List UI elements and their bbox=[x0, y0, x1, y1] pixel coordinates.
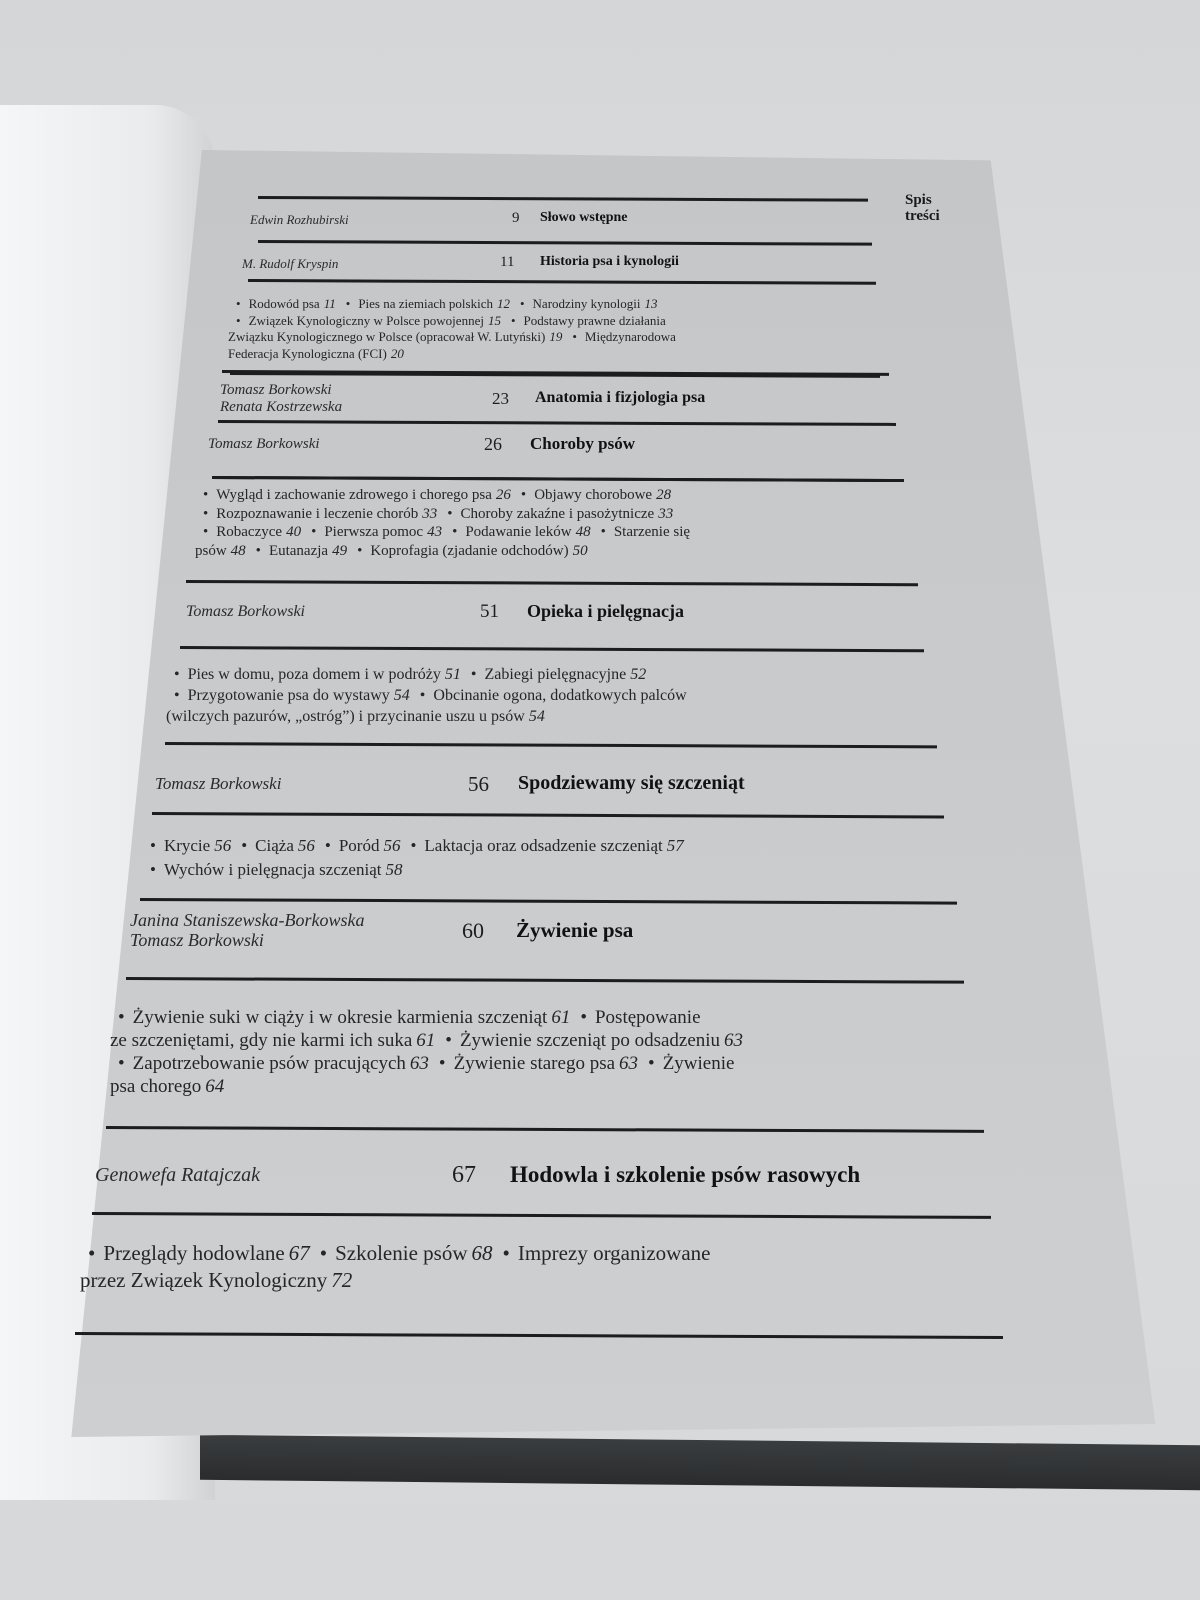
subtopic-text: Szkolenie psów bbox=[335, 1241, 468, 1265]
divider-rule bbox=[75, 1332, 1003, 1339]
subtopic-text: Objawy chorobowe bbox=[534, 487, 653, 503]
bullet-icon: • bbox=[600, 524, 606, 540]
bullet-icon: • bbox=[580, 1007, 587, 1028]
subtopic-line bbox=[110, 1075, 753, 1098]
subtopic-item bbox=[88, 1241, 310, 1265]
subtopic-page: 63 bbox=[724, 1030, 744, 1051]
subtopic-text: Choroby zakaźne i pasożytnicze bbox=[460, 505, 655, 522]
toc-page-number: 9 bbox=[512, 210, 520, 226]
toc-chapter-title[interactable]: Historia psa i kynologii bbox=[540, 254, 679, 269]
subtopic-page: 54 bbox=[393, 687, 410, 704]
subtopic-line bbox=[195, 542, 700, 561]
subtopic-item bbox=[118, 1007, 570, 1028]
bullet-icon: • bbox=[470, 666, 477, 683]
author-name: Janina Staniszewska-Borkowska bbox=[130, 910, 365, 930]
subtopic-text: Wygląd i zachowanie zdrowego i chorego psa bbox=[216, 487, 492, 503]
subtopic-item bbox=[311, 524, 442, 540]
toc-chapter-title[interactable]: Opieka i pielęgnacja bbox=[527, 601, 684, 621]
subtopic-page: 68 bbox=[471, 1241, 493, 1265]
subtopic-page: 20 bbox=[390, 345, 404, 361]
subtopic-page: 67 bbox=[288, 1241, 310, 1265]
divider-rule bbox=[180, 646, 924, 652]
toc-subtopics bbox=[228, 296, 686, 362]
subtopic-page: 28 bbox=[656, 487, 672, 503]
subtopic-item bbox=[445, 1030, 743, 1051]
subtopic-item bbox=[203, 487, 511, 503]
bullet-icon: • bbox=[174, 687, 180, 704]
subtopic-page: 11 bbox=[323, 296, 336, 311]
subtopic-item bbox=[241, 836, 315, 855]
subtopic-page: 48 bbox=[230, 542, 246, 559]
subtopic-item bbox=[150, 860, 402, 879]
bullet-icon: • bbox=[174, 666, 180, 683]
subtopic-text: Narodziny kynologii bbox=[532, 296, 641, 311]
toc-subtopics bbox=[142, 834, 694, 882]
subtopic-item bbox=[580, 1007, 700, 1028]
subtopic-text: Żywienie suki w ciąży i w okresie karmienia szczeniąt bbox=[132, 1007, 548, 1028]
subtopic-text: (wilczych pazurów, „ostróg”) i przycinanie uszu u psów bbox=[166, 708, 525, 725]
subtopic-text: Rozpoznawanie i leczenie chorób bbox=[216, 505, 419, 522]
subtopic-page: 56 bbox=[297, 836, 315, 855]
toc-author bbox=[242, 256, 338, 271]
toc-chapter-title[interactable]: Żywienie psa bbox=[516, 918, 634, 942]
toc-chapter-title[interactable]: Choroby psów bbox=[530, 434, 636, 453]
toc-page-number: 60 bbox=[462, 918, 484, 943]
bullet-icon: • bbox=[410, 836, 417, 855]
subtopic-line bbox=[110, 1006, 753, 1029]
bullet-icon: • bbox=[118, 1007, 125, 1028]
subtopic-text: Pies na ziemiach polskich bbox=[358, 296, 493, 311]
subtopic-text: Laktacja oraz odsadzenie szczeniąt bbox=[424, 836, 663, 855]
subtopic-item bbox=[410, 836, 683, 855]
toc-subtopics bbox=[195, 486, 700, 560]
subtopic-line bbox=[166, 706, 697, 727]
subtopic-item bbox=[648, 1053, 734, 1074]
subtopic-text: Imprezy organizowane bbox=[517, 1241, 711, 1265]
subtopic-item bbox=[439, 1053, 638, 1074]
divider-rule bbox=[248, 279, 876, 285]
subtopic-text: Krycie bbox=[163, 836, 211, 855]
subtopic-page: 26 bbox=[495, 487, 511, 503]
divider-rule bbox=[258, 240, 872, 246]
toc-page-number: 51 bbox=[480, 601, 499, 622]
subtopic-item bbox=[572, 329, 676, 344]
subtopic-text: Podstawy prawne działania bbox=[523, 312, 666, 328]
toc-chapter-title[interactable]: Spodziewamy się szczeniąt bbox=[518, 772, 745, 794]
subtopic-item bbox=[110, 1076, 224, 1097]
subtopic-item bbox=[325, 836, 401, 855]
author-name: Renata Kostrzewska bbox=[220, 399, 343, 415]
divider-rule bbox=[126, 977, 964, 984]
author-name: Tomasz Borkowski bbox=[155, 774, 282, 793]
toc-subtopics bbox=[80, 1240, 720, 1294]
subtopic-item bbox=[503, 1241, 711, 1265]
subtopic-item bbox=[521, 487, 671, 503]
subtopic-text: przez Związek Kynologiczny bbox=[80, 1268, 328, 1292]
subtopic-line bbox=[228, 346, 686, 363]
toc-page-number: 26 bbox=[484, 434, 502, 454]
subtopic-line bbox=[195, 523, 700, 542]
subtopic-item bbox=[601, 524, 690, 540]
divider-rule bbox=[218, 420, 896, 426]
subtopic-item bbox=[228, 329, 562, 344]
bullet-icon: • bbox=[357, 542, 363, 559]
subtopic-text: Związek Kynologiczny w Polsce powojennej bbox=[248, 312, 484, 328]
subtopic-page: 56 bbox=[214, 836, 232, 855]
subtopic-text: Zabiegi pielęgnacyjne bbox=[484, 666, 627, 683]
bullet-icon: • bbox=[510, 312, 516, 328]
bullet-icon: • bbox=[345, 296, 351, 311]
toc-author bbox=[186, 603, 305, 621]
bullet-icon: • bbox=[236, 296, 241, 311]
subtopic-page: 58 bbox=[385, 860, 403, 879]
toc-author bbox=[220, 382, 342, 416]
subtopic-item bbox=[150, 836, 231, 855]
divider-rule bbox=[186, 580, 918, 586]
subtopic-item bbox=[228, 346, 404, 361]
author-name: Tomasz Borkowski bbox=[130, 930, 264, 950]
subtopic-item bbox=[320, 1241, 493, 1265]
bullet-icon: • bbox=[311, 524, 317, 540]
divider-rule bbox=[165, 742, 937, 748]
toc-page-number: 11 bbox=[500, 254, 515, 270]
subtopic-line bbox=[110, 1052, 753, 1075]
subtopic-item bbox=[174, 666, 461, 683]
subtopic-page: 52 bbox=[630, 666, 647, 683]
subtopic-page: 12 bbox=[496, 296, 510, 311]
subtopic-text: Rodowód psa bbox=[248, 296, 320, 311]
subtopic-text: Żywienie starego psa bbox=[453, 1053, 616, 1074]
subtopic-text: Przygotowanie psa do wystawy bbox=[187, 687, 390, 704]
subtopic-item bbox=[203, 524, 301, 540]
subtopic-page: 63 bbox=[619, 1053, 639, 1074]
subtopic-item bbox=[110, 1030, 435, 1051]
toc-author bbox=[250, 212, 349, 227]
subtopic-line bbox=[228, 329, 686, 346]
subtopic-item bbox=[346, 296, 510, 311]
subtopic-page: 50 bbox=[572, 542, 588, 559]
subtopic-item bbox=[236, 313, 501, 328]
subtopic-page: 61 bbox=[551, 1007, 571, 1028]
subtopic-text: Związku Kynologicznego w Polsce (opracował W. Lutyński) bbox=[228, 329, 546, 344]
bullet-icon: • bbox=[118, 1053, 125, 1074]
subtopic-item bbox=[357, 543, 588, 559]
subtopic-page: 56 bbox=[383, 836, 401, 855]
subtopic-text: Pies w domu, poza domem i w podróży bbox=[187, 666, 441, 683]
subtopic-text: ze szczeniętami, gdy nie karmi ich suka bbox=[110, 1030, 413, 1051]
subtopic-item bbox=[174, 687, 410, 704]
subtopic-text: Eutanazja bbox=[268, 542, 329, 559]
subtopic-page: 54 bbox=[528, 708, 545, 725]
bullet-icon: • bbox=[438, 1053, 446, 1074]
subtopic-text: Federacja Kynologiczna (FCI) bbox=[228, 345, 387, 361]
subtopic-line bbox=[142, 858, 694, 882]
author-name: Tomasz Borkowski bbox=[186, 603, 305, 620]
bullet-icon: • bbox=[452, 524, 458, 540]
subtopic-item bbox=[452, 524, 591, 540]
bullet-icon: • bbox=[502, 1241, 510, 1265]
subtopic-item bbox=[447, 506, 673, 522]
subtopic-page: 48 bbox=[575, 524, 591, 540]
bullet-icon: • bbox=[203, 524, 209, 540]
subtopic-page: 15 bbox=[487, 312, 501, 328]
subtopic-line bbox=[166, 664, 697, 685]
subtopic-item bbox=[118, 1053, 429, 1074]
subtopic-text: Robaczyce bbox=[216, 524, 283, 540]
subtopic-text: Pierwsza pomoc bbox=[324, 524, 424, 540]
subtopic-item bbox=[511, 313, 666, 328]
subtopic-item bbox=[236, 296, 336, 311]
bullet-icon: • bbox=[319, 1241, 328, 1265]
subtopic-text: Podawanie leków bbox=[465, 524, 572, 540]
divider-rule bbox=[106, 1126, 984, 1133]
bullet-icon: • bbox=[241, 836, 248, 855]
subtopic-text: Ciąża bbox=[255, 836, 294, 855]
author-name: M. Rudolf Kryspin bbox=[242, 256, 339, 271]
subtopic-text: psa chorego bbox=[110, 1076, 202, 1097]
author-name: Genowefa Ratajczak bbox=[95, 1164, 260, 1186]
bullet-icon: • bbox=[324, 836, 331, 855]
subtopic-line bbox=[80, 1240, 720, 1267]
toc-author bbox=[95, 1164, 260, 1186]
author-name: Tomasz Borkowski bbox=[220, 382, 332, 398]
subtopic-line bbox=[228, 296, 686, 313]
bullet-icon: • bbox=[150, 836, 156, 855]
subtopic-page: 43 bbox=[427, 524, 443, 540]
subtopic-text: Żywienie szczeniąt po odsadzeniu bbox=[459, 1030, 721, 1051]
subtopic-item bbox=[420, 687, 687, 704]
subtopic-line bbox=[195, 486, 700, 505]
toc-page-number: 56 bbox=[468, 772, 489, 796]
subtopic-text: Starzenie się bbox=[613, 524, 691, 540]
subtopic-page: 33 bbox=[658, 505, 674, 522]
subtopic-line bbox=[142, 834, 694, 858]
bullet-icon: • bbox=[520, 487, 527, 503]
subtopic-page: 40 bbox=[286, 524, 302, 540]
divider-rule bbox=[212, 476, 904, 482]
bullet-icon: • bbox=[648, 1053, 655, 1074]
toc-author bbox=[130, 910, 364, 950]
subtopic-item bbox=[520, 296, 658, 311]
author-name: Tomasz Borkowski bbox=[208, 436, 320, 452]
toc-subtopics bbox=[166, 664, 697, 727]
subtopic-text: Poród bbox=[338, 836, 380, 855]
subtopic-page: 49 bbox=[332, 542, 348, 559]
subtopic-item bbox=[256, 543, 347, 559]
subtopic-text: Międzynarodowa bbox=[584, 329, 676, 344]
subtopic-text: Przeglądy hodowlane bbox=[103, 1241, 285, 1265]
subtopic-page: 33 bbox=[422, 505, 438, 522]
subtopic-page: 51 bbox=[444, 666, 461, 683]
subtopic-line bbox=[195, 505, 700, 524]
divider-rule bbox=[140, 898, 957, 905]
toc-author bbox=[208, 436, 320, 453]
bullet-icon: • bbox=[419, 687, 426, 704]
subtopic-line bbox=[166, 685, 697, 706]
subtopic-text: Wychów i pielęgnacja szczeniąt bbox=[163, 860, 382, 879]
toc-chapter-title[interactable]: Hodowla i szkolenie psów rasowych bbox=[510, 1162, 861, 1187]
divider-rule bbox=[92, 1212, 991, 1219]
subtopic-text: Żywienie bbox=[662, 1053, 735, 1074]
toc-chapter-title[interactable]: Słowo wstępne bbox=[540, 210, 628, 225]
subtopic-text: psów bbox=[195, 542, 227, 559]
subtopic-page: 72 bbox=[331, 1268, 353, 1292]
bullet-icon: • bbox=[447, 505, 453, 522]
subtopic-line bbox=[110, 1029, 753, 1052]
bullet-icon: • bbox=[445, 1030, 452, 1051]
subtopic-line bbox=[80, 1267, 720, 1294]
subtopic-item bbox=[166, 708, 545, 725]
subtopic-item bbox=[80, 1268, 352, 1292]
toc-author bbox=[155, 774, 281, 793]
bullet-icon: • bbox=[255, 542, 261, 559]
toc-page-number: 67 bbox=[452, 1162, 476, 1188]
bullet-icon: • bbox=[203, 505, 209, 522]
subtopic-page: 13 bbox=[644, 296, 658, 311]
toc-subtopics bbox=[110, 1006, 753, 1098]
subtopic-text: Obcinanie ogona, dodatkowych palców bbox=[433, 687, 687, 704]
subtopic-item bbox=[195, 543, 246, 559]
subtopic-page: 61 bbox=[416, 1030, 436, 1051]
bullet-icon: • bbox=[88, 1241, 96, 1265]
subtopic-text: Zapotrzebowanie psów pracujących bbox=[132, 1053, 406, 1074]
subtopic-item bbox=[471, 666, 646, 683]
bullet-icon: • bbox=[203, 487, 209, 503]
subtopic-text: Postępowanie bbox=[594, 1007, 701, 1028]
subtopic-text: Koprofagia (zjadanie odchodów) bbox=[370, 542, 569, 559]
section-heading: Spis treści bbox=[905, 192, 940, 224]
bullet-icon: • bbox=[236, 312, 241, 328]
toc-page-number: 23 bbox=[492, 388, 509, 408]
bullet-icon: • bbox=[150, 860, 156, 879]
subtopic-item bbox=[203, 506, 437, 522]
divider-rule bbox=[258, 196, 868, 202]
bullet-icon: • bbox=[519, 296, 525, 311]
author-name: Edwin Rozhubirski bbox=[250, 212, 349, 227]
divider-rule bbox=[152, 812, 944, 818]
subtopic-page: 57 bbox=[666, 836, 684, 855]
subtopic-page: 64 bbox=[205, 1076, 225, 1097]
subtopic-page: 63 bbox=[409, 1053, 429, 1074]
subtopic-line bbox=[228, 313, 686, 330]
bullet-icon: • bbox=[572, 329, 577, 344]
toc-chapter-title[interactable]: Anatomia i fizjologia psa bbox=[535, 388, 706, 406]
subtopic-page: 19 bbox=[549, 329, 563, 344]
